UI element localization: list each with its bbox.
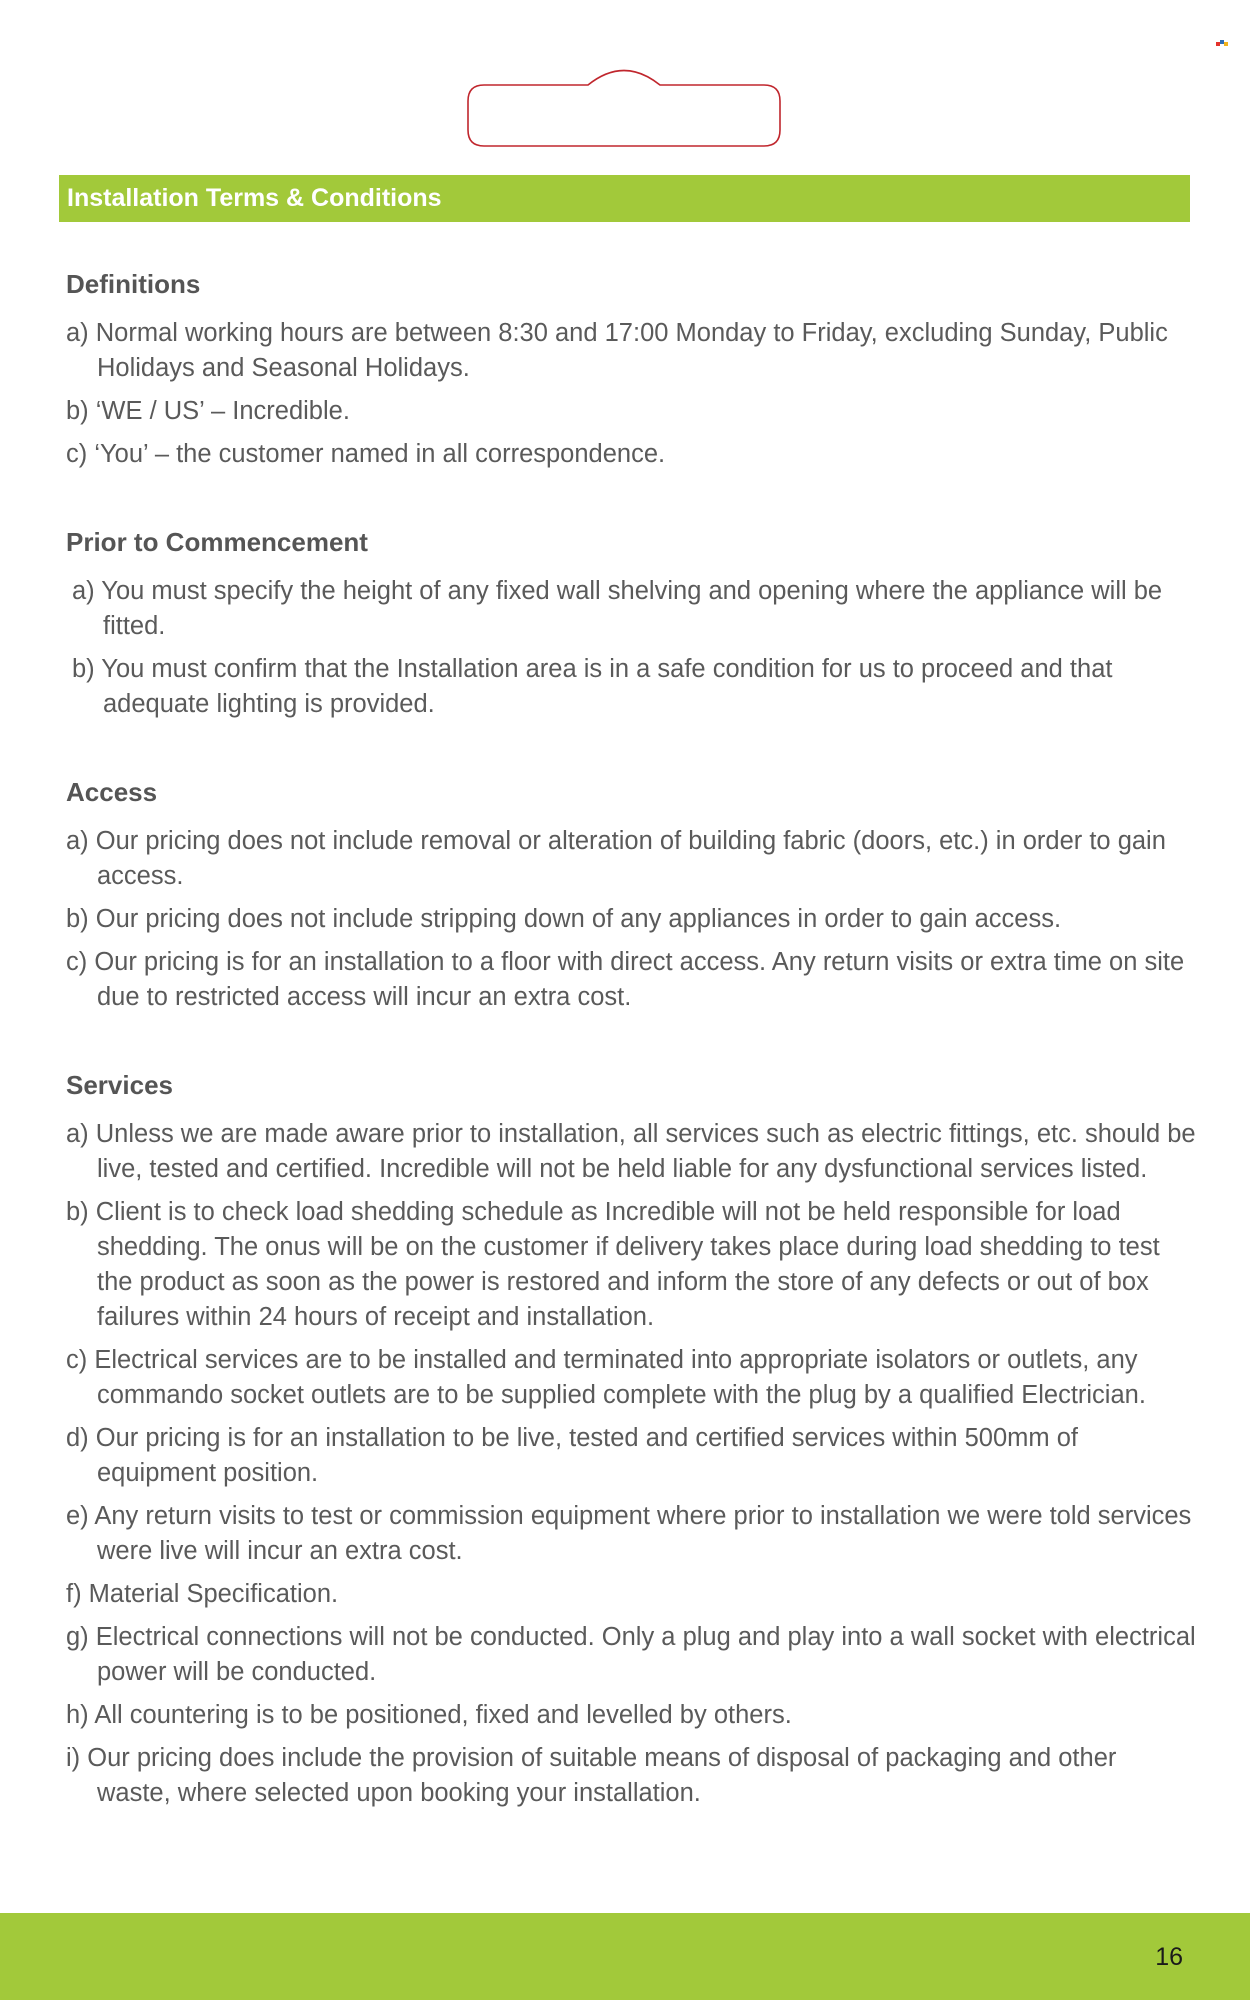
list-item: b) Our pricing does not include stripping down of any appliances in order to gain access.	[66, 905, 1062, 933]
list-item: b) Client is to check load shedding schedule as Incredible will not be held responsible for load shedding. The onus will be on the customer if delivery takes place during load shedding to test the product as soon as the power is restored and inform the store of any defects or out of box failures within 24 hours of receipt and installation.	[66, 1198, 1160, 1331]
title-bar	[59, 175, 1190, 222]
section-heading: Definitions	[66, 269, 201, 299]
list-item: c) Electrical services are to be installed and terminated into appropriate isolators or outlets, any commando socket outlets are to be supplied complete with the plug by a qualified Electrician.	[66, 1346, 1146, 1409]
list-item: c) Our pricing is for an installation to a floor with direct access. Any return visits or extra time on site due to restricted access will incur an extra cost.	[66, 948, 1185, 1011]
list-item: a) Normal working hours are between 8:30 and 17:00 Monday to Friday, excluding Sunday, Public Holidays and Seasonal Holidays.	[66, 319, 1168, 382]
list-item: f) Material Specification.	[66, 1580, 339, 1608]
section-prior-to-commencement	[66, 520, 1196, 722]
list-item: e) Any return visits to test or commission equipment where prior to installation we were told services were live will incur an extra cost.	[66, 1502, 1192, 1565]
list-item: d) Our pricing is for an installation to be live, tested and certified services within 500mm of equipment position.	[66, 1424, 1078, 1487]
list-item: h) All countering is to be positioned, fixed and levelled by others.	[66, 1701, 792, 1729]
section-heading: Prior to Commencement	[66, 527, 368, 557]
list-item: b) ‘WE / US’ – Incredible.	[66, 397, 350, 425]
list-item: b) You must confirm that the Installation area is in a safe condition for us to proceed and that adequate lighting is provided.	[72, 655, 1113, 718]
page-number: 16	[1155, 1943, 1183, 1971]
list-item: a) Unless we are made aware prior to installation, all services such as electric fittings, etc. should be live, tested and certified. Incredible will not be held liable for any dysfunctional services listed.	[66, 1120, 1196, 1183]
section-heading: Access	[66, 777, 158, 807]
list-item: a) Our pricing does not include removal or alteration of building fabric (doors, etc.) in order to gain access.	[66, 827, 1166, 890]
list-item: i) Our pricing does include the provision of suitable means of disposal of packaging and other waste, where selected upon booking your installation.	[66, 1744, 1117, 1807]
list-item: a) You must specify the height of any fixed wall shelving and opening where the appliance will be fitted.	[72, 577, 1163, 640]
color-dots-icon	[1216, 38, 1228, 48]
section-access	[66, 770, 1196, 1015]
footer-bar	[0, 1913, 1250, 2000]
list-item: c) ‘You’ – the customer named in all correspondence.	[66, 440, 666, 468]
terms-content	[66, 262, 1196, 1859]
page-title: Installation Terms & Conditions	[67, 184, 442, 212]
section-services	[66, 1063, 1196, 1811]
section-heading: Services	[66, 1070, 173, 1100]
section-definitions	[66, 262, 1196, 472]
list-item: g) Electrical connections will not be conducted. Only a plug and play into a wall socket with electrical power will be conducted.	[66, 1623, 1196, 1686]
logo-outline-icon	[466, 66, 782, 150]
